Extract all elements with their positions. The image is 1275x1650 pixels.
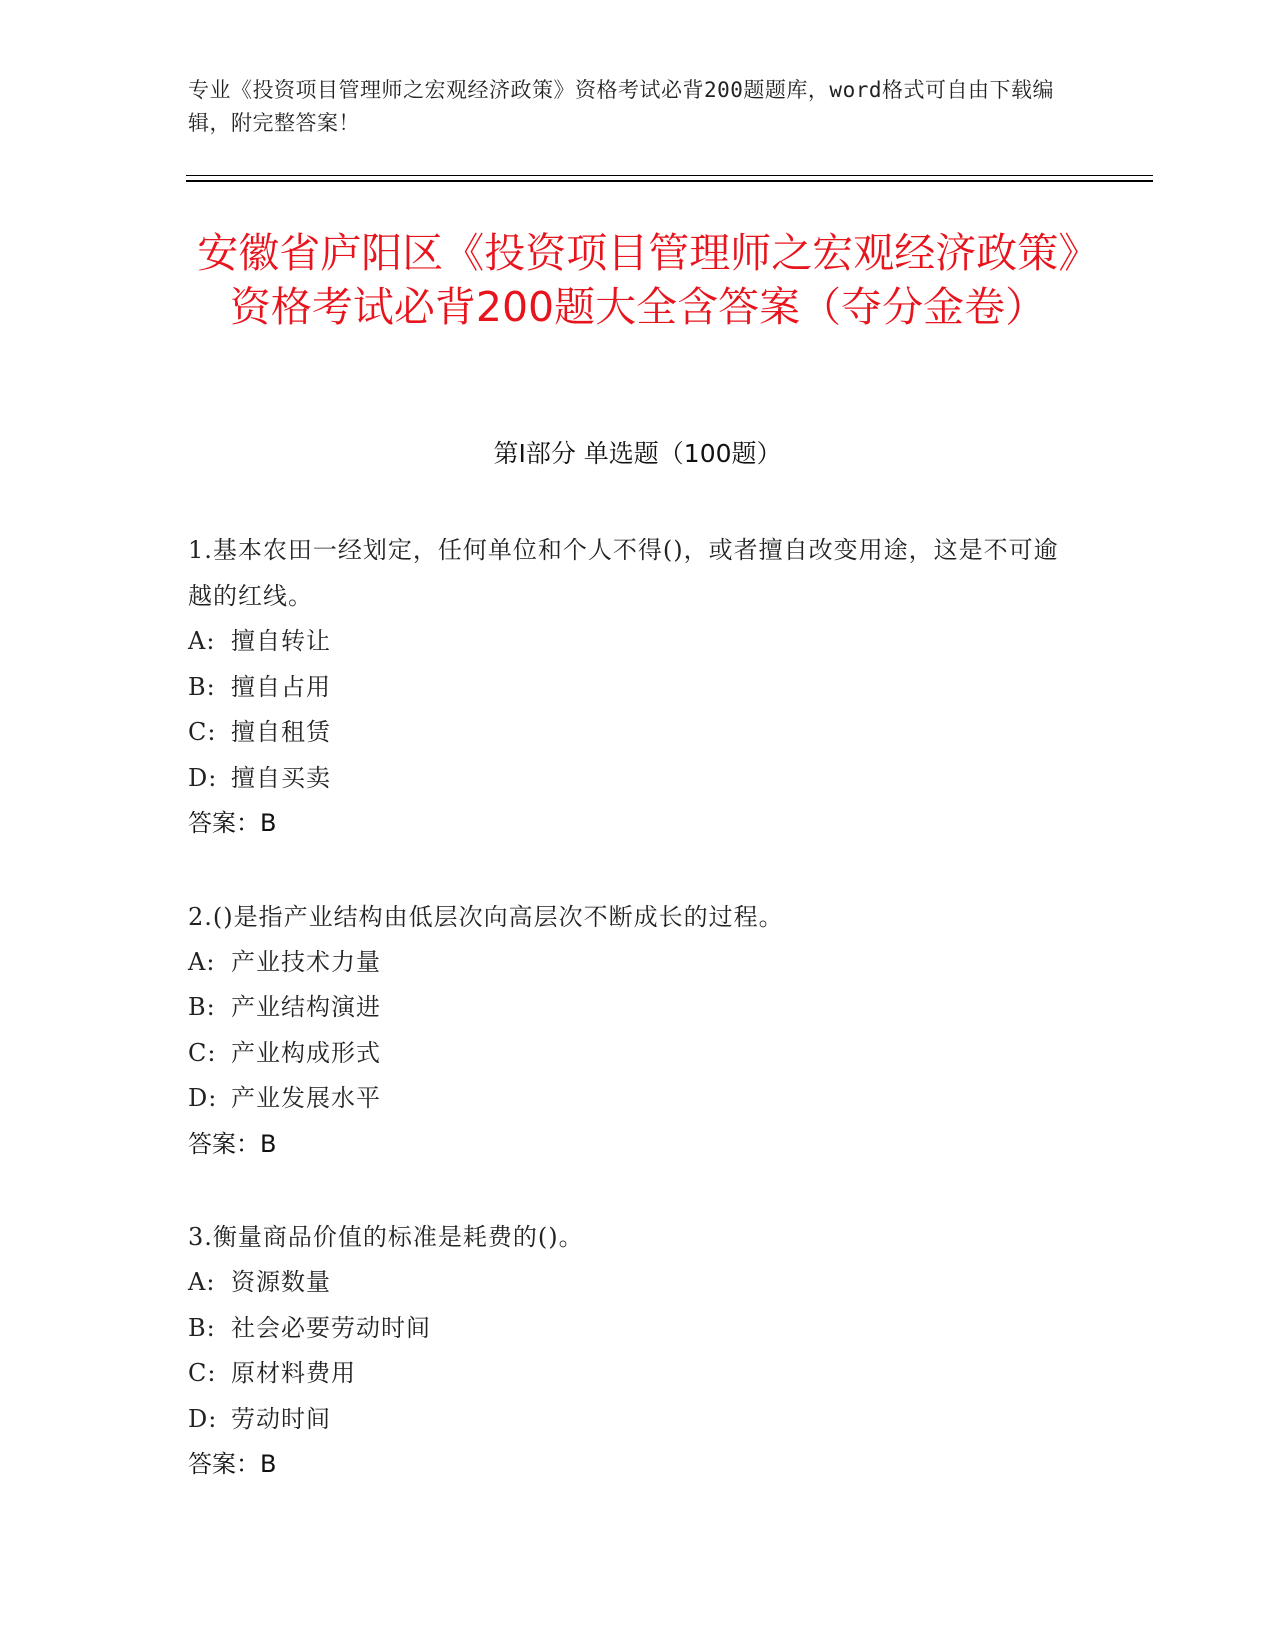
- option-b: [188, 985, 1068, 1031]
- question-stem: 1.基本农田一经划定，任何单位和个人不得()，或者擅自改变用途，这是不可逾越的红线。: [188, 536, 1059, 610]
- question-1: [188, 527, 1068, 847]
- option-d: [188, 1397, 1068, 1443]
- option-text: 擅自买卖: [231, 763, 331, 792]
- option-key: C:: [188, 1038, 217, 1067]
- option-key: C:: [188, 718, 217, 746]
- option-text: 资源数量: [231, 1268, 331, 1296]
- question-stem: 3.衡量商品价值的标准是耗费的()。: [188, 1223, 584, 1251]
- option-text: 产业构成形式: [231, 1038, 381, 1067]
- option-b: [188, 665, 1068, 711]
- option-key: D:: [188, 1084, 218, 1112]
- question-2: [188, 894, 1068, 1168]
- option-d: [188, 1076, 1068, 1122]
- option-text: 产业发展水平: [231, 1084, 381, 1112]
- header-divider-thick: [186, 180, 1153, 182]
- option-c: [188, 1351, 1068, 1397]
- answer-line: 答案：B: [188, 1129, 277, 1158]
- option-text: 社会必要劳动时间: [231, 1313, 431, 1342]
- answer-line: 答案：B: [188, 1450, 277, 1478]
- option-c: [188, 1031, 1068, 1077]
- option-a: [188, 1260, 1068, 1306]
- option-key: B:: [188, 1313, 216, 1342]
- option-c: [188, 710, 1068, 756]
- option-b: [188, 1306, 1068, 1352]
- option-text: 擅自转让: [231, 627, 331, 655]
- option-key: A:: [188, 627, 216, 655]
- header-note: 专业《投资项目管理师之宏观经济政策》资格考试必背200题题库，word格式可自由下载编辑，附完整答案！: [188, 78, 1054, 135]
- option-key: D:: [188, 763, 218, 792]
- option-key: C:: [188, 1359, 217, 1387]
- option-a: [188, 940, 1068, 986]
- option-text: 擅自租赁: [231, 718, 331, 746]
- option-text: 原材料费用: [231, 1359, 356, 1387]
- option-d: [188, 756, 1068, 802]
- answer-line: 答案：B: [188, 809, 277, 837]
- question-stem: 2.()是指产业结构由低层次向高层次不断成长的过程。: [188, 902, 784, 931]
- section-title: 第I部分 单选题（100题）: [493, 439, 782, 468]
- option-text: 劳动时间: [231, 1404, 331, 1433]
- option-key: B:: [188, 993, 216, 1021]
- option-key: D:: [188, 1404, 218, 1433]
- document-title: 安徽省庐阳区《投资项目管理师之宏观经济政策》资格考试必背200题大全含答案（夺分金卷）: [197, 229, 1079, 331]
- header-divider-thin: [186, 175, 1153, 176]
- option-text: 产业结构演进: [231, 993, 381, 1021]
- question-list: [188, 527, 1068, 1535]
- option-key: A:: [188, 1268, 216, 1296]
- option-text: 擅自占用: [231, 672, 331, 701]
- question-3: [188, 1214, 1068, 1488]
- option-key: B:: [188, 672, 216, 701]
- option-key: A:: [188, 947, 216, 976]
- option-a: [188, 619, 1068, 665]
- option-text: 产业技术力量: [231, 947, 381, 976]
